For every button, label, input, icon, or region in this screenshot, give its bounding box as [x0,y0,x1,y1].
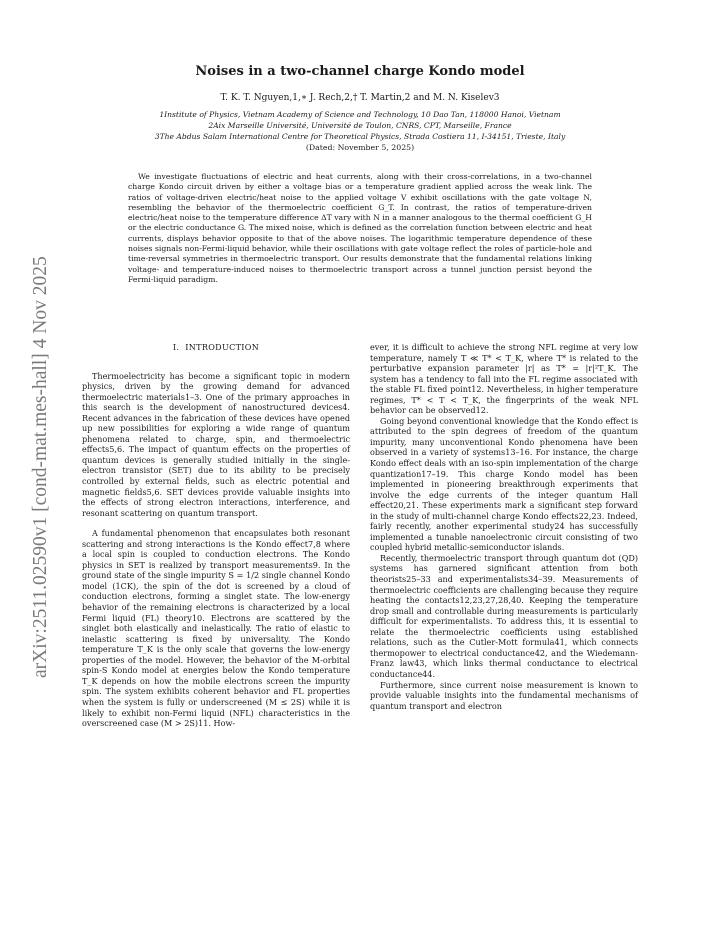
section-heading [82,342,350,353]
paper-title: Noises in a two-channel charge Kondo model [195,64,525,79]
dated-line: (Dated: November 5, 2025) [305,143,415,152]
arxiv-stamp-text: arXiv:2511.02590v1 [cond-mat.mes-hall] 4 Nov 2025 [30,256,51,678]
affiliation-3: 3The Abdus Salam International Centre for Theoretical Physics, Strada Costiera 11, I-34151, Trieste, Italy [154,132,566,141]
right-column [370,342,638,711]
affiliation-2: 2Aix Marseille Université, Université de Toulon, CNRS, CPT, Marseille, France [208,121,512,130]
left-paragraph-2: A fundamental phenomenon that encapsulates both resonant scattering and strong interactions is the Kondo effect7,8 where a local spin is coupled to conduction electrons. The Kondo physics in SET is realized by transport measurements9. In the ground state of the single impurity S = 1/2 single channel Kondo model (1CK), the spin of the dot is screened by a cloud of conduction electrons, forming a singlet state. The low-energy behavior of the remaining electrons is characterized by a local Fermi liquid (FL) theory10. Electrons are scattered by the singlet both elastically and inelastically. The ratio of elastic to inelastic scattering is fixed by universality. The Kondo temperature T_K is the only scale that governs the low-energy properties of the model. However, the behavior of the M-orbital spin-S Kondo model at energies below the Kondo temperature T_K depends on how the mobile electrons screen the impurity spin. The system exhibits coherent behavior and FL properties when the system is fully or underscreened (M ≤ 2S) while it is likely to exhibit non-Fermi liquid (NFL) characteristics in the overscreened case (M > 2S)11. How- [82,528,350,729]
section-title: INTRODUCTION [185,342,260,352]
left-paragraph-1: Thermoelectricity has become a significant topic in modern physics, driven by the growing demand for advanced thermoelectric materials1–3. One of the primary approaches in this search is the development of nanostructured devices4. Recent advances in the fabrication of these devices have opened up new possibilities for exploring a wide range of quantum phenomena related to charge, spin, and thermoelectric effects5,6. The impact of quantum effects on the properties of quantum devices is generally studied initially in the single-electron transistor (SET) due to its ability to be precisely controlled by external fields, such as electric potential and magnetic fields5,6. SET devices provide valuable insights into the effects of strong electron interactions, interference, and resonant scattering on quantum transport. [82,370,350,518]
section-number: I. [172,342,180,352]
paper-header [96,64,624,152]
abstract: We investigate fluctuations of electric and heat currents, along with their cross-correlations, in a two-channel charge Kondo circuit driven by either a voltage bias or a temperature gradient applied across the weak link. The ratios of voltage-driven electric/heat noise to the applied voltage V exhibit oscillations with the gate voltage N, resembling the behavior of the thermoelectric coefficient G_T. In contrast, the ratios of temperature-driven electric/heat noise to the temperature difference ΔT vary with N in a manner analogous to the thermal coefficient G_H or the electric conductance G. The mixed noise, which is defined as the correlation function between electric and heat currents, displays behavior opposite to that of the above noises. The logarithmic temperature dependence of these noises signals non-Fermi-liquid behavior, while their oscillations with gate voltage reflect the roles of particle-hole and time-reversal symmetries in thermoelectric transport. Our results demonstrate that the fundamental relations linking voltage- and temperature-induced noises to thermoelectric transport across a tunnel junction persist beyond the Fermi-liquid paradigm. [128,172,592,284]
right-paragraph-2: Going beyond conventional knowledge that the Kondo effect is attributed to the spin degrees of freedom of the quantum impurity, many unconventional Kondo phenomena have been observed in a variety of systems13–16. For instance, the charge Kondo effect deals with an iso-spin implementation of the charge quantization17–19. This charge Kondo model has been implemented in pioneering breakthrough experiments that involve the edge currents of the integer quantum Hall effect20,21. These experiments mark a significant step forward in the study of multi-channel charge Kondo effects22,23. Indeed, fairly recently, another experimental study24 has successfully implemented a tunable nanoelectronic circuit consisting of two coupled hybrid metallic-semiconductor islands. [370,415,638,553]
author-list: T. K. T. Nguyen,1,∗ J. Rech,2,† T. Martin,2 and M. N. Kiselev3 [220,93,500,103]
right-paragraph-3: Recently, thermoelectric transport through quantum dot (QD) systems has garnered significant attention from both theorists25–33 and experimentalists34–39. Measurements of thermoelectric coefficients are challenging because they require heating the contacts12,23,27,28,40. Keeping the temperature drop small and controllable during measurements is particularly difficult for experimentalists. To address this, it is essential to relate the thermoelectric coefficients using established relations, such as the Cutler-Mott formula41, which connects thermopower to electrical conductance42, and the Wiedemann-Franz law43, which links thermal conductance to electrical conductance44. [370,552,638,679]
right-paragraph-1: ever, it is difficult to achieve the strong NFL regime at very low temperature, namely T ≪ T* < T_K, where T* is related to the perturbative expansion parameter |r| as T* = |r|²T_K. The system has a tendency to fall into the FL regime associated with the stable FL fixed point12. Nevertheless, in higher temperature regimes, T* < T < T_K, the fingerprints of the weak NFL behavior can be observed12. [370,342,638,416]
affiliation-1: 1Institute of Physics, Vietnam Academy of Science and Technology, 10 Dao Tan, 118000 Hanoi, Vietnam [159,110,561,119]
right-paragraph-4: Furthermore, since current noise measurement is known to provide valuable insights into the fundamental mechanisms of quantum transport and electron [370,679,638,711]
left-column [82,342,350,729]
arxiv-sidebar-stamp [18,200,58,680]
